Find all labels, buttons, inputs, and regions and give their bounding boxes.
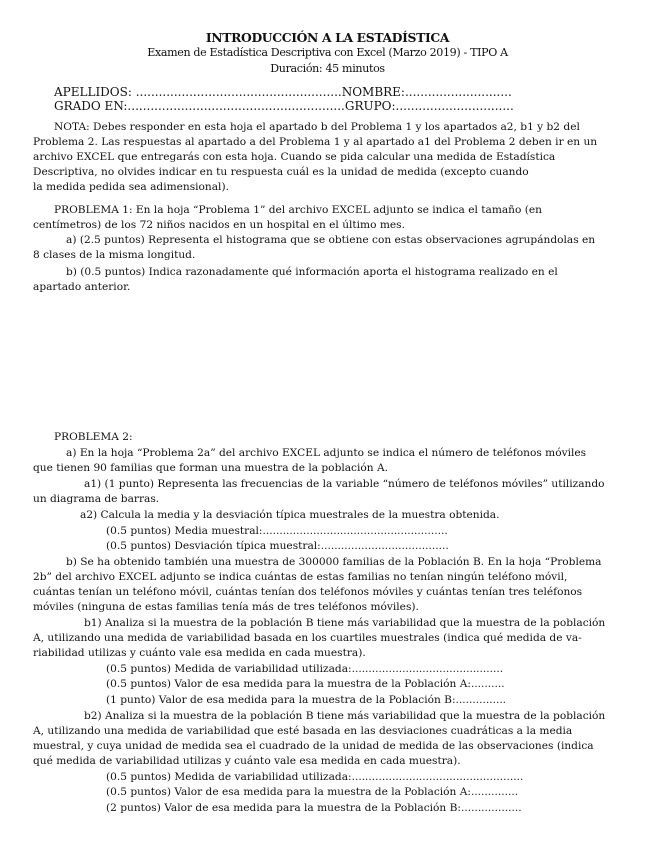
problema2-a1: un diagrama de barras. xyxy=(33,493,160,505)
problema2-b1: A, utilizando una medida de variabilidad basada en los cuartiles muestrales (indica qué medida de va- xyxy=(33,632,582,644)
problema2-a1: a1) (1 punto) Representa las frecuencias de la variable “número de teléfonos móviles” utilizando xyxy=(84,478,605,490)
problema2-a: que tienen 90 familias que forman una muestra de la población A. xyxy=(33,462,388,474)
problema2-b1: b1) Analiza si la muestra de la población B tiene más variabilidad que la muestra de la población xyxy=(84,617,606,629)
problema1-b: b) (0.5 puntos) Indica razonadamente qué información aporta el histograma realizado en el xyxy=(66,266,558,278)
problema1-a: 8 clases de la misma longitud. xyxy=(33,249,196,261)
problema2-b2: qué medida de variabilidad utilizas y cuánto vale esa medida en cada muestra). xyxy=(33,755,461,767)
problema2-b: móviles (ninguna de estas familias tenía más de tres teléfonos móviles). xyxy=(33,601,419,613)
problema2-a2: a2) Calcula la media y la desviación típica muestrales de la muestra obtenida. xyxy=(80,509,500,521)
nota-line: la medida pedida sea adimensional). xyxy=(33,181,229,193)
answer-b2-poblacion-a[interactable]: (0.5 puntos) Valor de esa medida para la muestra de la Población A:.............. xyxy=(106,786,519,798)
problema1-intro: centímetros) de los 72 niños nacidos en un hospital en el último mes. xyxy=(33,219,405,231)
nota-line: NOTA: Debes responder en esta hoja el apartado b del Problema 1 y los apartados a2, b1 y b2 del xyxy=(54,121,580,133)
grado-grupo-field[interactable]: GRADO EN:.........................................................GRUPO:............................... xyxy=(54,99,514,113)
answer-b2-poblacion-b[interactable]: (2 puntos) Valor de esa medida para la muestra de la Población B:.................. xyxy=(106,802,522,814)
exam-title: INTRODUCCIÓN A LA ESTADÍSTICA xyxy=(205,30,450,45)
problema2-b2: A, utilizando una medida de variabilidad que esté basada en las desviaciones cuadráticas a la media xyxy=(33,725,573,737)
problema2-b2: b2) Analiza si la muestra de la población B tiene más variabilidad que la muestra de la población xyxy=(84,710,606,722)
answer-b1-medida[interactable]: (0.5 puntos) Medida de variabilidad utilizada:............................................. xyxy=(106,663,504,675)
problema2-a: a) En la hoja “Problema 2a” del archivo EXCEL adjunto se indica el número de teléfonos móviles xyxy=(66,447,587,459)
apellidos-nombre-field[interactable]: APELLIDOS: ......................................................NOMBRE:............................ xyxy=(54,85,512,99)
nota-line: archivo EXCEL que entregarás con esta hoja. Cuando se pida calcular una medida de Estadística xyxy=(33,151,556,163)
answer-b2-medida[interactable]: (0.5 puntos) Medida de variabilidad utilizada:................................................... xyxy=(106,771,524,783)
answer-desviacion-tipica[interactable]: (0.5 puntos) Desviación típica muestral:...................................... xyxy=(106,540,449,552)
problema2-b: 2b” del archivo EXCEL adjunto se indica cuántas de estas familias no tenían ningún teléfono móvil, xyxy=(33,571,568,583)
problema1-a: a) (2.5 puntos) Representa el histograma que se obtiene con estas observaciones agrupándolas en xyxy=(66,234,596,246)
problema2-b1: riabilidad utilizas y cuánto vale esa medida en cada muestra). xyxy=(33,647,366,659)
answer-b1-poblacion-b[interactable]: (1 punto) Valor de esa medida para la muestra de la Población B:............... xyxy=(106,694,507,706)
problema2-heading: PROBLEMA 2: xyxy=(54,431,133,443)
problema2-b2: muestral, y cuya unidad de medida sea el cuadrado de la unidad de medida de las observaciones (indica xyxy=(33,740,594,752)
problema1-b: apartado anterior. xyxy=(33,281,131,293)
nota-line: Problema 2. Las respuestas al apartado a del Problema 1 y al apartado a1 del Problema 2 deben ir en un xyxy=(33,136,598,148)
problema1-intro: PROBLEMA 1: En la hoja “Problema 1” del archivo EXCEL adjunto se indica el tamaño (en xyxy=(54,204,542,216)
answer-media-muestral[interactable]: (0.5 puntos) Media muestral:....................................................... xyxy=(106,525,448,537)
answer-b1-poblacion-a[interactable]: (0.5 puntos) Valor de esa medida para la muestra de la Población A:.......... xyxy=(106,678,505,690)
nota-line: Descriptiva, no olvides indicar en tu respuesta cuál es la unidad de medida (excepto cuando xyxy=(33,166,529,178)
exam-duration: Duración: 45 minutos xyxy=(270,62,385,75)
exam-subtitle: Examen de Estadística Descriptiva con Excel (Marzo 2019) - TIPO A xyxy=(147,46,508,59)
problema2-b: b) Se ha obtenido también una muestra de 300000 familias de la Población B. En la hoja “Problema xyxy=(66,556,602,568)
problema2-b: cuántas tenían un teléfono móvil, cuántas tenían dos teléfonos móviles y cuántas tenían tres teléfonos xyxy=(33,586,583,598)
